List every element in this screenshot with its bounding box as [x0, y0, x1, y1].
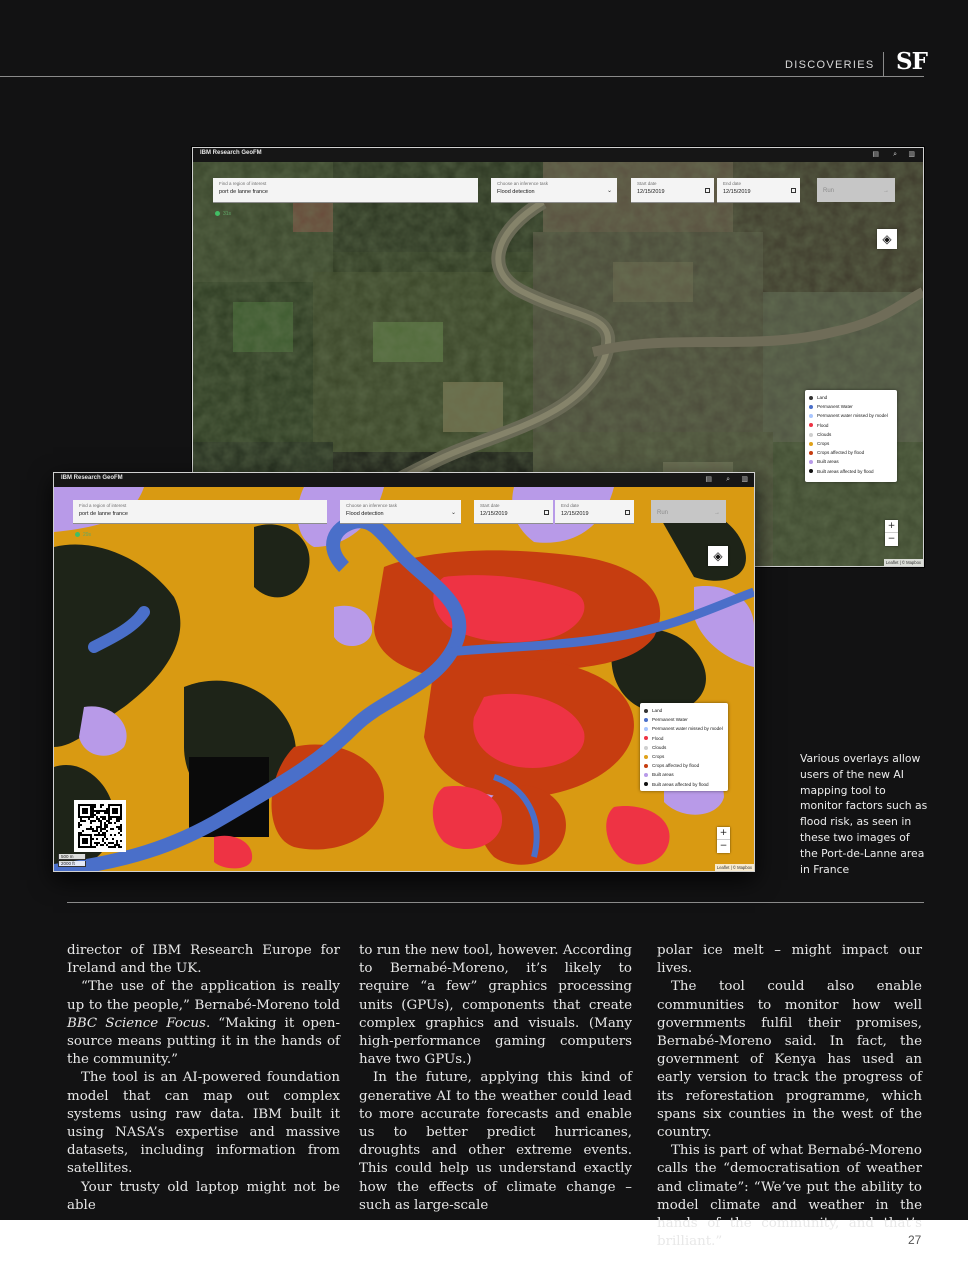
- legend-label: Clouds: [817, 431, 832, 437]
- legend-swatch-icon: [644, 746, 648, 750]
- paragraph: The tool could also enable communities to monitor how well governments fulfil their promises, Bernabé-Moreno said. In fact, the government of Kenya has used an early version to track the progress of its reforestation programme, which spans six counties in the west of the country.: [657, 979, 922, 1141]
- legend-item: [644, 715, 724, 724]
- quote-text: . “Making it open-source means putting it in the hands of the community.”: [67, 1015, 341, 1068]
- search-icon[interactable]: ⌕: [726, 475, 730, 483]
- calendar-icon[interactable]: [791, 188, 796, 193]
- legend-label: Permanent water missed by model: [652, 726, 723, 732]
- run-label: Run: [823, 188, 835, 194]
- legend-label: Flood: [817, 422, 829, 428]
- legend-swatch-icon: [644, 773, 648, 777]
- magazine-logo: SF: [896, 48, 927, 75]
- map-attribution[interactable]: Leaflet | © Mapbox: [716, 865, 752, 870]
- status-time: 31s: [223, 211, 232, 217]
- app-titlebar: [54, 473, 754, 487]
- end-date-label: End date: [561, 503, 580, 508]
- article-column-1: [67, 942, 340, 1215]
- legend-swatch-icon: [809, 396, 813, 400]
- screenshot-overlay-view: [53, 472, 755, 872]
- legend-item: [644, 743, 724, 752]
- scale-feet: 2000 ft: [58, 861, 86, 867]
- legend-swatch-icon: [644, 736, 648, 740]
- legend: [805, 390, 897, 482]
- run-label: Run: [657, 510, 669, 516]
- legend-label: Permanent water missed by model: [817, 413, 888, 419]
- legend-label: Built areas: [817, 459, 839, 465]
- legend-swatch-icon: [644, 782, 648, 786]
- run-button[interactable]: [817, 178, 895, 202]
- legend-swatch-icon: [644, 755, 648, 759]
- legend-item: [809, 467, 893, 476]
- legend-item: [809, 448, 893, 457]
- paragraph: The tool is an AI-powered foundation model that can map out complex systems using raw data. IBM built it using NASA’s expertise and massive datasets, including information from satellites.: [67, 1070, 340, 1177]
- paragraph: In the future, applying this kind of generative AI to the weather could lead to more accurate forecasts and enable us to better predict hurricanes, droughts and other extreme events. This could help us understand exactly how the effects of climate change – such as large-scale: [359, 1070, 632, 1213]
- zoom-out-button[interactable]: −: [719, 841, 728, 851]
- legend-label: Permanent Water: [652, 717, 688, 723]
- qr-code[interactable]: [74, 800, 126, 852]
- legend-item: [809, 421, 893, 430]
- article-column-3: [657, 942, 922, 1251]
- region-search-input[interactable]: [73, 500, 327, 524]
- legend-item: [644, 761, 724, 770]
- region-value: port de lanne france: [79, 511, 128, 517]
- legend-swatch-icon: [644, 764, 648, 768]
- paragraph: This is part of what Bernabé-Moreno calls the “democratisation of weather and climate”: “We’ve put the ability to model climate and weather in the hands of the community, and that’s brilliant.”: [657, 1143, 922, 1250]
- legend: [640, 703, 728, 791]
- legend-label: Crops affected by flood: [652, 763, 700, 769]
- task-label: Choose an inference task: [346, 503, 398, 508]
- status-indicator: [75, 532, 91, 538]
- legend-label: Built areas: [652, 772, 674, 778]
- end-date-value: 12/15/2019: [723, 189, 751, 195]
- status-indicator: [215, 211, 231, 217]
- task-label: Choose an inference task: [497, 181, 549, 186]
- legend-item: [809, 393, 893, 402]
- legend-label: Flood: [652, 735, 664, 741]
- legend-item: [644, 780, 724, 789]
- chevron-down-icon: ⌄: [606, 188, 612, 194]
- legend-item: [644, 724, 724, 733]
- legend-swatch-icon: [809, 451, 813, 455]
- publication-name: BBC Science Focus: [67, 1015, 206, 1031]
- header-rule: [0, 76, 924, 77]
- layers-icon[interactable]: ◈: [708, 546, 728, 566]
- legend-swatch-icon: [809, 414, 813, 418]
- header-divider: [883, 52, 884, 76]
- legend-item: [644, 752, 724, 761]
- arrow-right-icon: →: [883, 188, 889, 194]
- status-time: 29s: [83, 532, 92, 538]
- region-search-input[interactable]: [213, 178, 478, 203]
- arrow-right-icon: →: [714, 510, 720, 516]
- start-date-value: 12/15/2019: [637, 189, 665, 195]
- legend-label: Clouds: [652, 744, 667, 750]
- legend-swatch-icon: [644, 709, 648, 713]
- legend-item: [809, 411, 893, 420]
- start-date-label: Start date: [637, 181, 657, 186]
- search-icon[interactable]: ⌕: [893, 150, 897, 158]
- legend-item: [809, 439, 893, 448]
- chart-icon[interactable]: ▥: [741, 475, 748, 483]
- start-date-value: 12/15/2019: [480, 511, 508, 517]
- start-date-input[interactable]: [474, 500, 553, 524]
- region-label: Find a region of interest: [219, 181, 267, 186]
- status-dot-icon: [75, 532, 80, 537]
- legend-swatch-icon: [809, 469, 813, 473]
- legend-swatch-icon: [644, 727, 648, 731]
- legend-label: Permanent Water: [817, 404, 853, 410]
- calendar-icon[interactable]: [705, 188, 710, 193]
- end-date-label: End date: [723, 181, 742, 186]
- legend-swatch-icon: [809, 442, 813, 446]
- scale-meters: 500 m: [58, 854, 86, 860]
- legend-item: [809, 457, 893, 466]
- legend-label: Crops affected by flood: [817, 450, 865, 456]
- zoom-control[interactable]: [717, 827, 730, 853]
- legend-item: [644, 734, 724, 743]
- start-date-label: Start date: [480, 503, 500, 508]
- legend-label: Crops: [817, 440, 830, 446]
- task-value: Flood detection: [497, 189, 535, 195]
- region-label: Find a region of interest: [79, 503, 127, 508]
- legend-label: Built areas affected by flood: [652, 781, 709, 787]
- caption-rule: [67, 902, 924, 903]
- zoom-in-button[interactable]: +: [717, 827, 730, 840]
- end-date-value: 12/15/2019: [561, 511, 589, 517]
- legend-swatch-icon: [809, 433, 813, 437]
- legend-item: [809, 430, 893, 439]
- map-attribution[interactable]: Leaflet | © Mapbox: [885, 560, 921, 565]
- paragraph: polar ice melt – might impact our lives.: [657, 943, 922, 977]
- start-date-input[interactable]: [631, 178, 714, 203]
- flood-overlay-map[interactable]: [54, 487, 754, 871]
- paragraph: director of IBM Research Europe for Ireland and the UK.: [67, 943, 340, 977]
- legend-label: Land: [652, 708, 663, 713]
- zoom-in-button[interactable]: +: [885, 520, 898, 533]
- image-caption: Various overlays allow users of the new AI mapping tool to monitor factors such as flood risk, as seen in these two images of the Port-de-Lanne area in France: [800, 752, 928, 876]
- legend-item: [644, 706, 724, 715]
- section-label: DISCOVERIES: [785, 59, 875, 71]
- quote-text: “The use of the application is really up to the people,” Bernabé-Moreno told: [67, 979, 340, 1013]
- calendar-icon[interactable]: [544, 510, 549, 515]
- task-select[interactable]: [491, 178, 617, 203]
- task-value: Flood detection: [346, 511, 384, 517]
- legend-item: [809, 402, 893, 411]
- legend-swatch-icon: [644, 718, 648, 722]
- calendar-icon[interactable]: [625, 510, 630, 515]
- task-select[interactable]: [340, 500, 461, 524]
- end-date-input[interactable]: [555, 500, 634, 524]
- app-titlebar: [193, 148, 923, 162]
- run-button[interactable]: [651, 500, 726, 523]
- legend-label: Built areas affected by flood: [817, 468, 874, 474]
- app-title: IBM Research GeoFM: [61, 475, 123, 481]
- status-dot-icon: [215, 211, 220, 216]
- paragraph: Your trusty old laptop might not be able: [67, 1179, 340, 1213]
- map-scale: [58, 854, 86, 868]
- legend-swatch-icon: [809, 405, 813, 409]
- chart-icon[interactable]: ▥: [908, 150, 915, 158]
- paragraph: [67, 978, 340, 1069]
- zoom-out-button[interactable]: −: [887, 534, 896, 544]
- paragraph: to run the new tool, however. According to Bernabé-Moreno, it’s likely to require “a few” graphics processing units (GPUs), components that create complex graphics and visuals. (Many high-performance gaming computers have two GPUs.): [359, 943, 632, 1068]
- legend-label: Crops: [652, 753, 665, 759]
- legend-item: [644, 770, 724, 779]
- region-value: port de lanne france: [219, 189, 268, 195]
- legend-swatch-icon: [809, 460, 813, 464]
- document-icon[interactable]: ▤: [872, 150, 879, 158]
- layers-icon[interactable]: ◈: [877, 229, 897, 249]
- zoom-control[interactable]: [885, 520, 898, 546]
- page-number: 27: [908, 1233, 922, 1247]
- end-date-input[interactable]: [717, 178, 800, 203]
- article-column-2: [359, 942, 632, 1215]
- legend-label: Land: [817, 395, 828, 400]
- app-title: IBM Research GeoFM: [200, 150, 262, 156]
- document-icon[interactable]: ▤: [705, 475, 712, 483]
- legend-swatch-icon: [809, 423, 813, 427]
- chevron-down-icon: ⌄: [450, 510, 456, 516]
